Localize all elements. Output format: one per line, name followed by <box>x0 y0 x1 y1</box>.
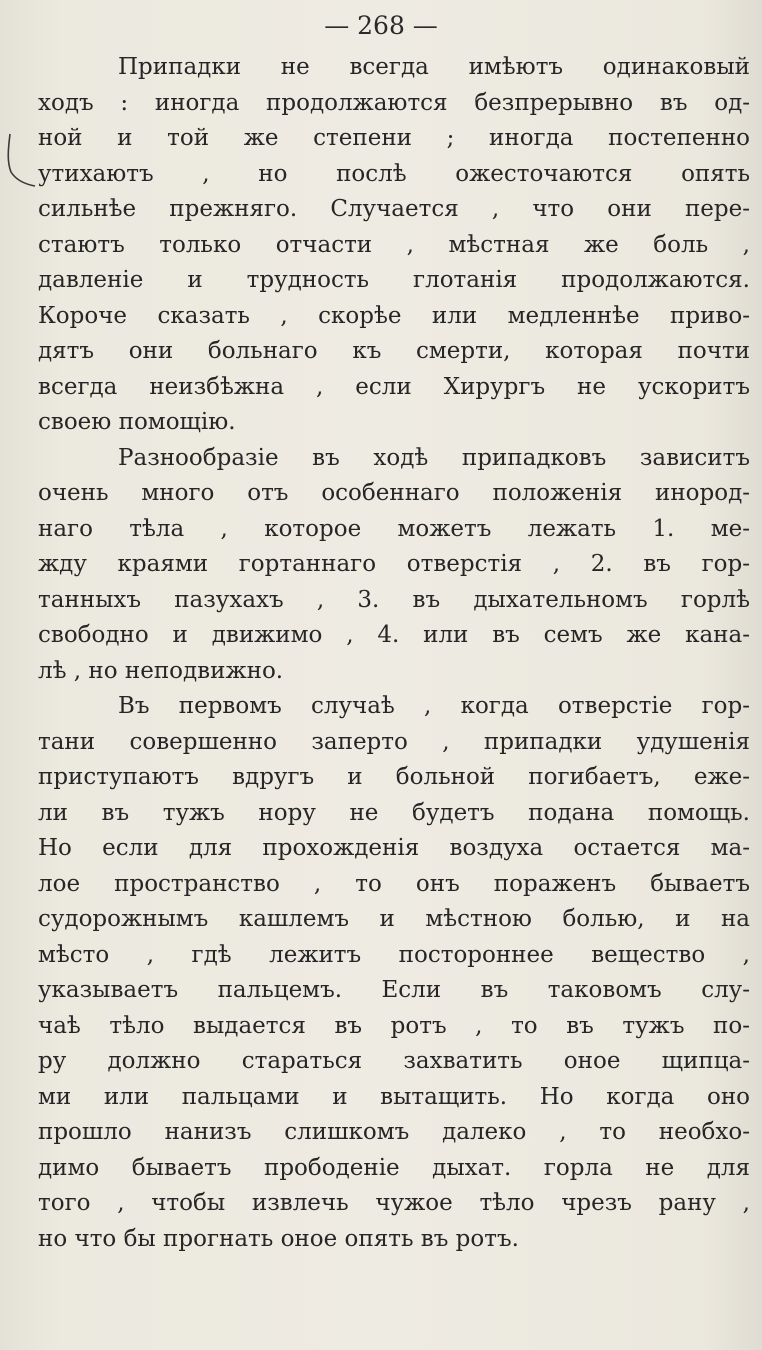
text-line: своею помощію. <box>38 409 236 435</box>
text-line: димо бываетъ прободеніе дыхат. горла не для <box>38 1154 750 1181</box>
text-line: того , чтобы извлечь чужое тѣло чрезъ рану , <box>38 1190 750 1216</box>
text-line: но что бы прогнать оное опять въ ротъ. <box>38 1225 519 1252</box>
text-line: мѣсто , гдѣ лежитъ постороннее вещество , <box>38 941 750 968</box>
text-line: свободно и движимо , 4. или въ семъ же кана- <box>38 622 750 648</box>
text-line: приступаютъ вдругъ и больной погибаетъ, еже- <box>38 764 750 790</box>
text-line: ной и той же степени ; иногда постепенно <box>38 125 750 151</box>
text-line: Но если для прохожденія воздуха остается ма- <box>38 835 750 861</box>
text-line: Разнообразіе въ ходѣ припадковъ зависитъ <box>118 444 750 471</box>
text-line: Припадки не всегда имѣютъ одинаковый <box>118 54 750 80</box>
text-line: танныхъ пазухахъ , 3. въ дыхательномъ горлѣ <box>38 586 750 613</box>
text-line: утихаютъ , но послѣ ожесточаются опять <box>38 160 750 187</box>
text-line: судорожнымъ кашлемъ и мѣстною болью, и на <box>38 906 750 932</box>
text-line: ли въ тужъ нору не будетъ подана помощь. <box>38 799 750 826</box>
text-line: всегда неизбѣжна , если Хирургъ не ускоритъ <box>38 373 750 400</box>
text-line: очень много отъ особеннаго положенія инород- <box>38 480 750 506</box>
body-text <box>38 50 750 1257</box>
text-line: лѣ , но неподвижно. <box>38 657 284 684</box>
text-line: сильнѣе прежняго. Случается , что они пере- <box>38 196 750 222</box>
text-line: жду краями гортаннаго отверстія , 2. въ гор- <box>38 551 750 577</box>
text-line: Короче сказать , скорѣе или медленнѣе приво- <box>38 302 750 329</box>
text-line: чаѣ тѣло выдается въ ротъ , то въ тужъ по- <box>38 1012 750 1039</box>
text-line: ходъ : иногда продолжаются безпрерывно въ од- <box>38 89 750 116</box>
text-line: Въ первомъ случаѣ , когда отверстіе гор- <box>118 693 750 719</box>
text-line: указываетъ пальцемъ. Если въ таковомъ слу- <box>38 977 750 1003</box>
text-line: лое пространство , то онъ пораженъ бываетъ <box>38 870 750 897</box>
text-line: дятъ они больнаго къ смерти, которая почти <box>38 338 750 364</box>
page-number: — 268 — <box>324 11 438 40</box>
text-line: тани совершенно заперто , припадки удушенія <box>38 728 750 755</box>
text-line: прошло нанизъ слишкомъ далеко , то необхо- <box>38 1119 750 1145</box>
text-line: давленіе и трудность глотанія продолжаются. <box>38 267 750 293</box>
text-line: стаютъ только отчасти , мѣстная же боль , <box>38 231 750 258</box>
text-line: ру должно стараться захватить оное щипца- <box>38 1048 750 1074</box>
margin-bracket-mark <box>2 132 36 190</box>
text-line: ми или пальцами и вытащить. Но когда оно <box>38 1083 750 1110</box>
text-line: наго тѣла , которое можетъ лежать 1. ме- <box>38 515 750 542</box>
